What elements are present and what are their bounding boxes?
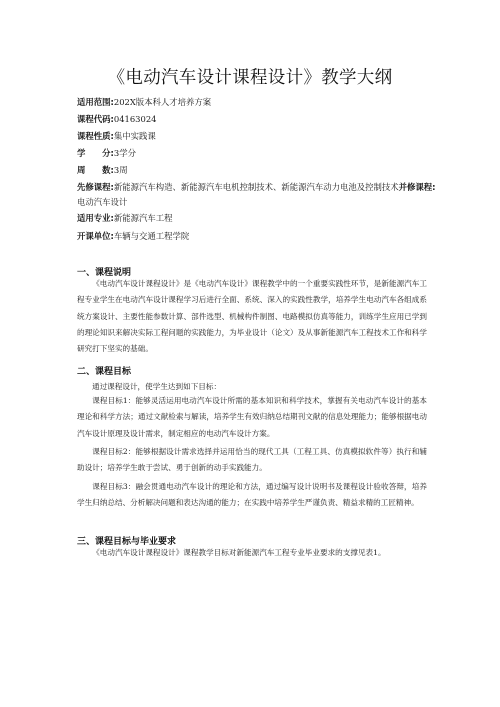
meta-value: 3学分 [113,148,136,158]
meta-prerequisites [77,182,436,192]
meta-label: 学 分: [77,148,114,158]
goals-requirements-paragraph: 《电动汽车设计课程设计》课程教学目标对新能源汽车工程专业毕业要求的支撑见表1。 [92,548,386,557]
meta-major [77,213,427,223]
meta-label: 先修课程: [77,182,114,192]
meta-label-concurrent: 并修课程: [398,182,436,192]
section-heading-course-description: 一、课程说明 [77,268,132,278]
course-goal-3: 课程目标3：融会贯通电动汽车设计的理论和方法，通过编写设计说明书及课程设计验收答辩，培养学生归纳总结、分析解决问题和表达沟通的能力；在实践中培养学生严谨负责、精益求精的工匠精神。 [77,482,427,508]
meta-label: 课程性质: [77,131,114,141]
meta-value: 04163024 [113,114,157,124]
meta-department [77,231,427,241]
meta-value: 新能源汽车构造、新能源汽车电机控制技术、新能源汽车动力电池及控制技术 [113,182,399,192]
meta-value: 3周 [113,165,128,175]
meta-value: 新能源汽车工程 [113,213,173,223]
meta-weeks [77,165,427,175]
meta-scope [77,97,427,107]
goals-intro: 通过课程设计，使学生达到如下目标： [92,382,222,391]
document-title: 《电动汽车设计课程设计》教学大纲 [107,68,393,88]
meta-label: 课程代码: [77,114,114,124]
meta-label: 周 数: [77,165,114,175]
meta-value: 电动汽车设计 [77,197,128,207]
meta-label: 开课单位: [77,231,114,241]
section-heading-goals-requirements: 三、课程目标与毕业要求 [77,537,177,547]
meta-course-type [77,131,427,141]
meta-label: 适用专业: [77,213,114,223]
meta-value: 车辆与交通工程学院 [113,231,190,241]
meta-value: 202X版本科人才培养方案 [113,97,212,107]
meta-credits [77,148,427,158]
section-heading-course-goals: 二、课程目标 [77,367,132,377]
course-goal-2: 课程目标2：能够根据设计需求选择并运用恰当的现代工具（工程工具、仿真模拟软件等）执行和辅助设计；培养学生敢于尝试、勇于创新的动手实践能力。 [77,447,427,473]
meta-value: 集中实践课 [113,131,156,141]
meta-concurrent-value [77,197,427,207]
course-goal-1: 课程目标1：能够灵活运用电动汽车设计所需的基本知识和科学技术，掌握有关电动汽车设计的基本理论和科学方法；通过文献检索与解读，培养学生有效归纳总结期刊文献的信息处理能力；能够根据电动汽车设计原理及设计需求，制定相应的电动汽车设计方案。 [77,396,427,438]
meta-course-code [77,114,427,124]
course-description-paragraph: 《电动汽车设计课程设计》是《电动汽车设计》课程教学中的一个重要实践性环节，是新能源汽车工程专业学生在电动汽车设计课程学习后进行全面、系统、深入的实践性教学，培养学生电动汽车各组成系统方案设计、主要性能参数计算、部件选型、机械构件制图、电路模拟仿真等能力，训练学生应用已学到的理论知识来解决实际工程问题的实践能力，为毕业设计（论文）及从事新能源汽车工程技术工作和科学研究打下坚实的基础。 [77,279,427,354]
meta-label: 适用范围: [77,97,114,107]
